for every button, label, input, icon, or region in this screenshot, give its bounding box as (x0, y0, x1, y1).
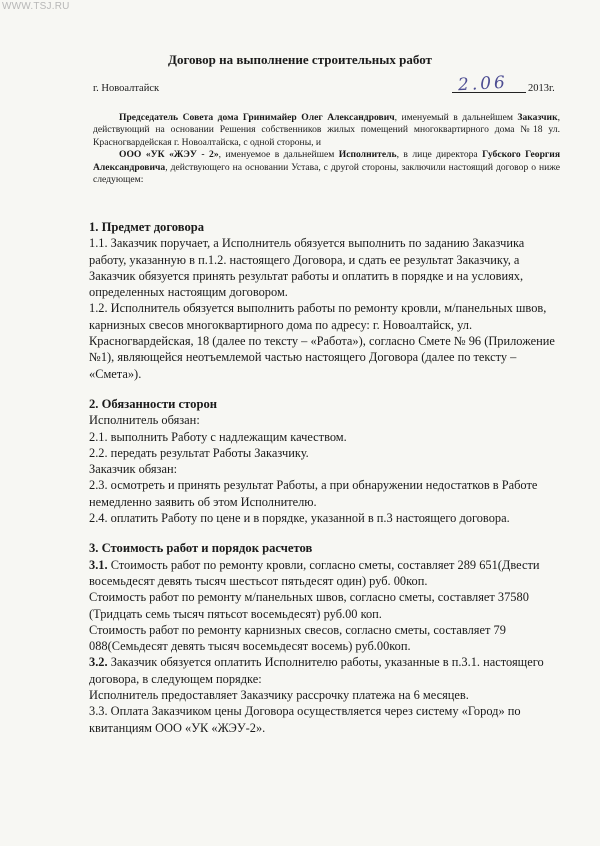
contract-title: Договор на выполнение строительных работ (168, 52, 432, 67)
clause-3-2-installment: Исполнитель предоставляет Заказчику рассрочку платежа на 6 месяцев. (89, 688, 469, 703)
handwritten-date: 2.06 (457, 72, 509, 96)
section-heading: 1. Предмет договора (89, 220, 205, 234)
customer-obligations-label: Заказчик обязан: (89, 462, 178, 477)
clause-2-2: 2.2. передать результат Работы Заказчику. (89, 445, 309, 460)
clause-1-1: 1.1. Заказчик поручает, а Исполнитель обязуется выполнить по заданию Заказчика работу, указанную в п.1.2. настоящего Договора, и сдать ее результат Заказчику, а Заказчик обязуется принять результат работы и оплатить в порядке и на условиях, определенных настоящим договором. (89, 236, 525, 300)
clause-3-2: 3.2. Заказчик обязуется оплатить Исполнителю работы, указанные в п.3.1. настоящего договора, в следующем порядке: (89, 655, 544, 686)
executor-obligations-label: Исполнитель обязан: (89, 413, 200, 428)
watermark: WWW.TSJ.RU (2, 1, 70, 12)
clause-3-1-seams: Стоимость работ по ремонту м/панельных швов, согласно сметы, составляет 37580 (Тридцать семь тысяч пятьсот восемьдесят) руб.00 коп. (89, 590, 529, 621)
clause-3-3: 3.3. Оплата Заказчиком цены Договора осуществляется через систему «Город» по квитанциям ООО «УК «ЖЭУ-2». (89, 704, 521, 735)
date-field (452, 74, 582, 94)
clause-2-1: 2.1. выполнить Работу с надлежащим качеством. (89, 429, 347, 444)
section-obligations (89, 396, 561, 526)
city-name: г. Новоалтайск (93, 83, 160, 94)
preamble-customer: Председатель Совета дома Гринимайер Олег Александрович, именуемый в дальнейшем Заказчик, действующий на основании Решения собственников жилых помещений многоквартирного дома №18 ул. Красногвардейская г. Новоалтайска, с одной стороны, и (93, 112, 560, 148)
section-heading: 3. Стоимость работ и порядок расчетов (89, 541, 313, 556)
section-cost (89, 540, 561, 736)
clause-1-2: 1.2. Исполнитель обязуется выполнить работы по ремонту кровли, м/панельных швов, карнизных свесов многоквартирного дома по адресу: г. Новоалтайск, ул. Красногвардейская, 18 (далее по тексту – «Работа»), согласно Смете № 96 (Приложение №1), являющейся неотъемлемой частью настоящего Договора (далее по тексту – «Смета»). (89, 301, 555, 381)
preamble (93, 112, 560, 186)
section-heading: 2. Обязанности сторон (89, 396, 217, 411)
date-underline (452, 92, 526, 93)
preamble-executor: ООО «УК «ЖЭУ - 2», именуемое в дальнейшем Исполнитель, в лице директора Губского Георгия Александровича, действующего на основании Устава, с другой стороны, заключили настоящий договор о ниже следующем: (93, 149, 561, 186)
contract-body (89, 219, 561, 750)
clause-2-4: 2.4. оплатить Работу по цене и в порядке, указанной в п.3 настоящего договора. (89, 511, 510, 526)
date-year: 2013г. (528, 83, 555, 94)
clause-3-1: 3.1. Стоимость работ по ремонту кровли, согласно сметы, составляет 289 651(Двести восемьдесят девять тысяч шестьсот пятьдесят один) руб. 00коп. (89, 557, 540, 588)
section-subject (89, 219, 561, 382)
clause-3-1-eaves: Стоимость работ по ремонту карнизных свесов, согласно сметы, составляет 79 088(Семьдесят девять тысяч восемьдесят восемь) руб.00коп. (89, 622, 506, 654)
clause-2-3: 2.3. осмотреть и принять результат Работы, а при обнаружении недостатков в Работе немедленно заявить об этом Исполнителю. (89, 478, 538, 509)
